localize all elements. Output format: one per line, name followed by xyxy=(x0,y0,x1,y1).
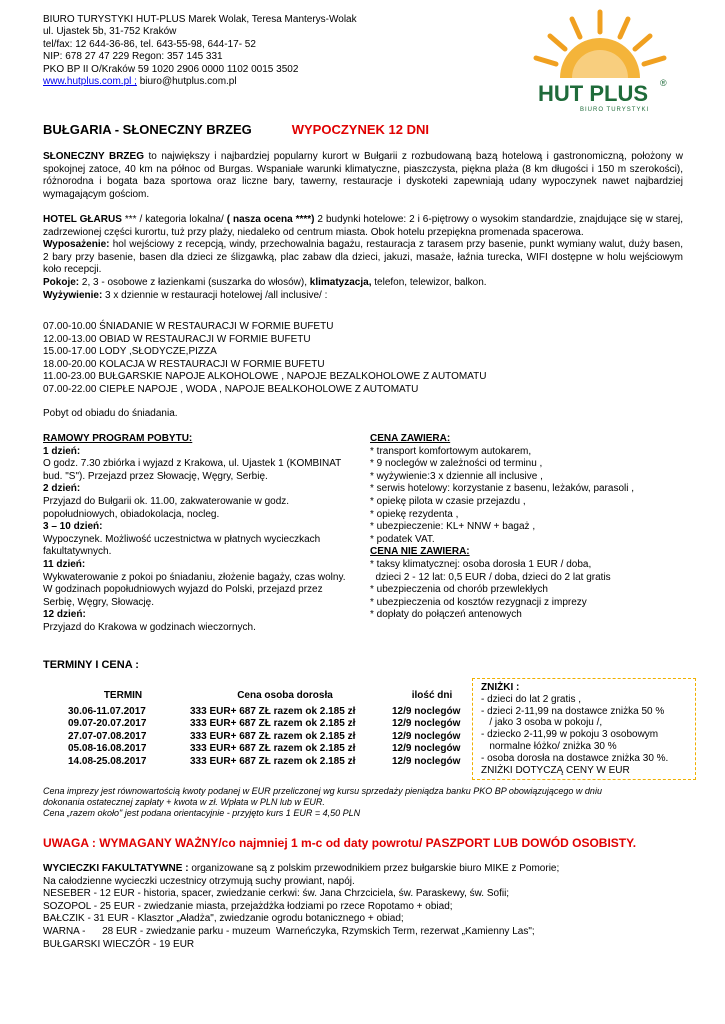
hut-plus-logo xyxy=(520,6,680,114)
discounts-box xyxy=(472,678,696,780)
column-header: Cena osoba dorosła xyxy=(237,689,333,701)
term-date: 05.08-16.08.2017 xyxy=(68,743,147,755)
sun-icon xyxy=(536,12,664,78)
excursion-item: NESEBER - 12 EUR - historia, spacer, zwiedzanie cerkwi: św. Jana Chrzciciela, św. Paraskewy, św. Sofii; xyxy=(43,888,510,900)
logo-registered: ® xyxy=(660,78,667,88)
resort-name: SŁONECZNY BRZEG xyxy=(43,151,144,162)
discount-item: - dziecko 2-11,99 w pokoju 3 osobowym xyxy=(481,729,659,741)
term-nights: 12/9 noclegów xyxy=(392,755,461,767)
includes-item: * serwis hotelowy: korzystanie z basenu, leżaków, parasoli , xyxy=(370,483,635,495)
header-line: ul. Ujastek 5b, 31-752 Kraków xyxy=(43,26,177,38)
term-price: 333 EUR+ 687 ZŁ razem ok 2.185 zł xyxy=(190,718,356,730)
rooms-text-2: telefon, telewizor, balkon. xyxy=(371,276,487,288)
program-section xyxy=(43,433,353,635)
excursion-item: BUŁGARSKI WIECZÓR - 19 EUR xyxy=(43,938,195,950)
agency-header xyxy=(43,14,463,88)
passport-warning: UWAGA : WYMAGANY WAŻNY/co najmniej 1 m-c od daty powrotu/ PASZPORT LUB DOWÓD OSOBISTY. xyxy=(43,836,637,850)
equipment-label: Wyposażenie: xyxy=(43,239,110,251)
program-heading: RAMOWY PROGRAM POBYTU: xyxy=(43,433,193,444)
term-price: 333 EUR+ 687 ZŁ razem ok 2.185 zł xyxy=(190,730,356,742)
term-nights: 12/9 noclegów xyxy=(392,730,461,742)
discount-item: / jako 3 osoba w pokoju /, xyxy=(481,717,603,729)
day-label: 1 dzień: xyxy=(43,445,81,457)
discount-note: ZNIŻKI DOTYCZĄ CENY W EUR xyxy=(481,764,630,776)
day-label: 3 – 10 dzień: xyxy=(43,521,103,533)
excursion-item: Na całodzienne wycieczki uczestnicy otrzymują suchy prowiant, napój. xyxy=(43,875,355,887)
header-line: tel/fax: 12 644-36-86, tel. 643-55-98, 644-17- 52 xyxy=(43,38,256,50)
table-header-row xyxy=(62,684,478,706)
day-label: 11 dzień: xyxy=(43,558,86,570)
includes-heading: CENA ZAWIERA: xyxy=(370,433,451,444)
column-header: TERMIN xyxy=(103,689,143,701)
resort-text: to największy i najbardziej popularny kurort w Bułgarii z rozbudowaną bazą hotelową i gastronomiczną, położony w spokojnej zatoce, 40 km na północ od Burgas. Wspaniałe warunki klimatyczne, piaszczysta, piękna plaża (8 km długości i 150 m szerokości), różnorodna i bogata baza sportowa oraz liczne bary, tawerny, restauracje i dyskoteki zapewniają udany wypoczynek nawet najbardziej wymagającym gościom. xyxy=(43,151,683,200)
discount-item: - osoba dorosła na dostawce zniżka 30 %. xyxy=(481,752,669,764)
includes-item: * transport komfortowym autokarem, xyxy=(370,445,532,457)
header-line: NIP: 678 27 47 229 Regon: 357 145 331 xyxy=(43,51,223,63)
day-label: 2 dzień: xyxy=(43,483,81,495)
term-nights: 12/9 noclegów xyxy=(392,706,461,717)
meal-item: 11.00-23.00 BUŁGARSKIE NAPOJE ALKOHOLOWE , NAPOJE BEZALKOHOLOWE Z AUTOMATU xyxy=(43,371,487,383)
excludes-heading: CENA NIE ZAWIERA: xyxy=(370,546,470,558)
meal-item: 15.00-17.00 LODY ,SŁODYCZE,PIZZA xyxy=(43,346,217,358)
header-line: BIURO TURYSTYKI HUT-PLUS Marek Wolak, Teresa Manterys-Wolak xyxy=(43,14,357,25)
note-line: Cena „razem około" jest podana orientacyjnie - przyjęto kurs 1 EUR = 4,50 PLN xyxy=(43,808,361,818)
excludes-item: * taksy klimatycznej: osoba dorosła 1 EUR / doba, xyxy=(370,558,592,570)
day-text: O godz. 7.30 zbiórka i wyjazd z Krakowa, ul. Ujastek 1 (KOMBINAT bud. "S"). Przejazd przez Słowację, Węgry, Serbię. xyxy=(43,458,342,482)
meal-item: 07.00-10.00 ŚNIADANIE W RESTAURACJI W FORMIE BUFETU xyxy=(43,321,334,332)
table-row xyxy=(62,718,478,730)
stay-note: Pobyt od obiadu do śniadania. xyxy=(43,408,178,419)
excursion-item: BAŁCZIK - 31 EUR - Klasztor „Aładża", zwiedzanie ogrodu botanicznego + obiad; xyxy=(43,913,404,925)
hotel-desc: 2 budynki hotelowe: 2 i 6-piętrowy o wysokim standardzie, znajdujące się w starej, zadrzewionej części kurortu, tuż przy plaży, niedaleko od centrum miasta. Obok hotelu przepiękna promenada spacerowa. xyxy=(43,214,683,238)
includes-item: * opiekę rezydenta , xyxy=(370,508,459,520)
term-date: 14.08-25.08.2017 xyxy=(68,755,147,767)
discount-item: normalne łóżko/ zniżka 30 % xyxy=(481,740,617,752)
excludes-item: * ubezpieczenia od chorób przewlekłych xyxy=(370,584,548,596)
excursion-item: SOZOPOL - 25 EUR - zwiedzanie miasta, przejażdżka łodziami po rzece Ropotamo + obiad; xyxy=(43,900,453,912)
hotel-rating: ( nasza ocena ****) xyxy=(226,214,315,225)
table-row xyxy=(62,706,478,718)
includes-item: * 9 noclegów w zależności od terminu , xyxy=(370,458,543,470)
excursions-label: WYCIECZKI FAKULTATYWNE : xyxy=(43,863,189,874)
day-label: 12 dzień: xyxy=(43,609,86,621)
price-includes-section xyxy=(370,433,690,622)
hotel-section xyxy=(43,214,683,302)
excursion-item: WARNA - 28 EUR - zwiedzanie parku - muzeum Warneńczyka, Rzymskich Term, rezerwat „Kamienny Las"; xyxy=(43,925,535,937)
day-text: Przyjazd do Krakowa w godzinach wieczornych. xyxy=(43,621,256,633)
meal-item: 18.00-20.00 KOLACJA W RESTAURACJI W FORMIE BUFETU xyxy=(43,358,325,370)
column-header: ilość dni xyxy=(411,689,453,701)
resort-description xyxy=(43,151,683,201)
term-nights: 12/9 noclegów xyxy=(392,718,461,730)
terms-heading: TERMINY I CENA : xyxy=(43,659,139,671)
hotel-category: *** / kategoria lokalna/ xyxy=(121,214,227,225)
discount-item: - dzieci 2-11,99 na dostawce zniżka 50 % xyxy=(481,705,665,717)
term-date: 30.06-11.07.2017 xyxy=(68,706,146,717)
hotel-name: HOTEL GŁARUS xyxy=(43,214,122,225)
note-line: Cena imprezy jest równowartością kwoty podanej w EUR przeliczonej wg kursu sprzedaży pieniądza banku PKO BP obowiązującego w dniu xyxy=(43,786,602,796)
board-text: 3 x dziennie w restauracji hotelowej /all inclusive/ : xyxy=(102,289,328,301)
meal-item: 07.00-22.00 CIEPŁE NAPOJE , WODA , NAPOJE BEALKOHOLOWE Z AUTOMATU xyxy=(43,383,419,395)
table-row xyxy=(62,731,478,743)
term-price: 333 EUR+ 687 ZŁ razem ok 2.185 zł xyxy=(190,706,356,717)
price-notes xyxy=(43,786,693,819)
terms-table xyxy=(62,684,478,768)
excursions-section xyxy=(43,863,693,951)
rooms-label: Pokoje: xyxy=(43,276,80,288)
website-link[interactable]: www.hutplus.com.pl ; xyxy=(43,76,137,88)
includes-item: * opiekę pilota w czasie przejazdu , xyxy=(370,495,526,507)
offer-title xyxy=(43,122,429,137)
day-text: Przyjazd do Bułgarii ok. 11.00, zakwaterowanie w godz. popołudniowych, obiadokolacja, nocleg. xyxy=(43,495,290,520)
term-price: 333 EUR+ 687 ZŁ razem ok 2.185 zł xyxy=(190,743,356,755)
day-text: Wykwaterowanie z pokoi po śniadaniu, złożenie bagaży, czas wolny. W godzinach popołudniowych wyjazd do Polski, przejazd przez Serbię, Węgry, Słowację. xyxy=(43,571,346,608)
board-label: Wyżywienie: xyxy=(43,289,103,301)
email-text: biuro@hutplus.com.pl xyxy=(136,76,237,88)
destination-title: BUŁGARIA - SŁONECZNY BRZEG xyxy=(43,122,252,137)
day-text: Wypoczynek. Możliwość uczestnictwa w płatnych wycieczkach fakultatywnych. xyxy=(43,533,321,558)
meal-schedule xyxy=(43,321,683,397)
logo-wordmark: HUT PLUS xyxy=(538,81,648,106)
discounts-heading: ZNIŻKI : xyxy=(481,682,520,693)
duration-title: WYPOCZYNEK 12 DNI xyxy=(291,122,429,137)
equipment-text: hol wejściowy z recepcją, windy, przechowalnia bagażu, restauracja z tarasem przy basenie, punkt wymiany walut, duży basen, 2 bary przy basenie, basen dla dzieci ze ślizgawką, plac zabaw dla dzieci, jakuzi, masaże, łaźnia turecka, WIFI dostępne w holu wejściowym koło recepcji. xyxy=(43,239,683,276)
excludes-item: * dopłaty do połączeń antenowych xyxy=(370,609,522,621)
excludes-item: * ubezpieczenia od kosztów rezygnacji z imprezy xyxy=(370,596,587,608)
note-line: dokonania ostatecznej zapłaty + kwota w zł. Wpłata w PLN lub w EUR. xyxy=(43,797,325,807)
table-row xyxy=(62,756,478,768)
includes-item: * wyżywienie:3 x dziennie all inclusive , xyxy=(370,470,543,482)
meal-item: 12.00-13.00 OBIAD W RESTAURACJI W FORMIE BUFETU xyxy=(43,333,311,345)
logo-subtitle: BIURO TURYSTYKI xyxy=(580,107,650,113)
term-date: 09.07-20.07.2017 xyxy=(68,718,147,730)
includes-item: * podatek VAT. xyxy=(370,533,435,545)
table-row xyxy=(62,743,478,755)
header-line: PKO BP II O/Kraków 59 1020 2906 0000 1102 0015 3502 xyxy=(43,63,299,75)
excludes-item: dzieci 2 - 12 lat: 0,5 EUR / doba, dzieci do 2 lat gratis xyxy=(370,571,611,583)
term-nights: 12/9 noclegów xyxy=(392,743,461,755)
rooms-ac: klimatyzacja, xyxy=(309,276,372,288)
rooms-text: 2, 3 - osobowe z łazienkami (suszarka do włosów), xyxy=(79,276,310,288)
includes-item: * ubezpieczenie: KL+ NNW + bagaż , xyxy=(370,521,536,533)
term-date: 27.07-07.08.2017 xyxy=(68,730,147,742)
term-price: 333 EUR+ 687 ZŁ razem ok 2.185 zł xyxy=(190,755,356,767)
discount-item: - dzieci do lat 2 gratis , xyxy=(481,693,582,705)
excursions-intro: organizowane są z polskim przewodnikiem przez bułgarskie biuro MIKE z Pomorie; xyxy=(188,863,560,874)
